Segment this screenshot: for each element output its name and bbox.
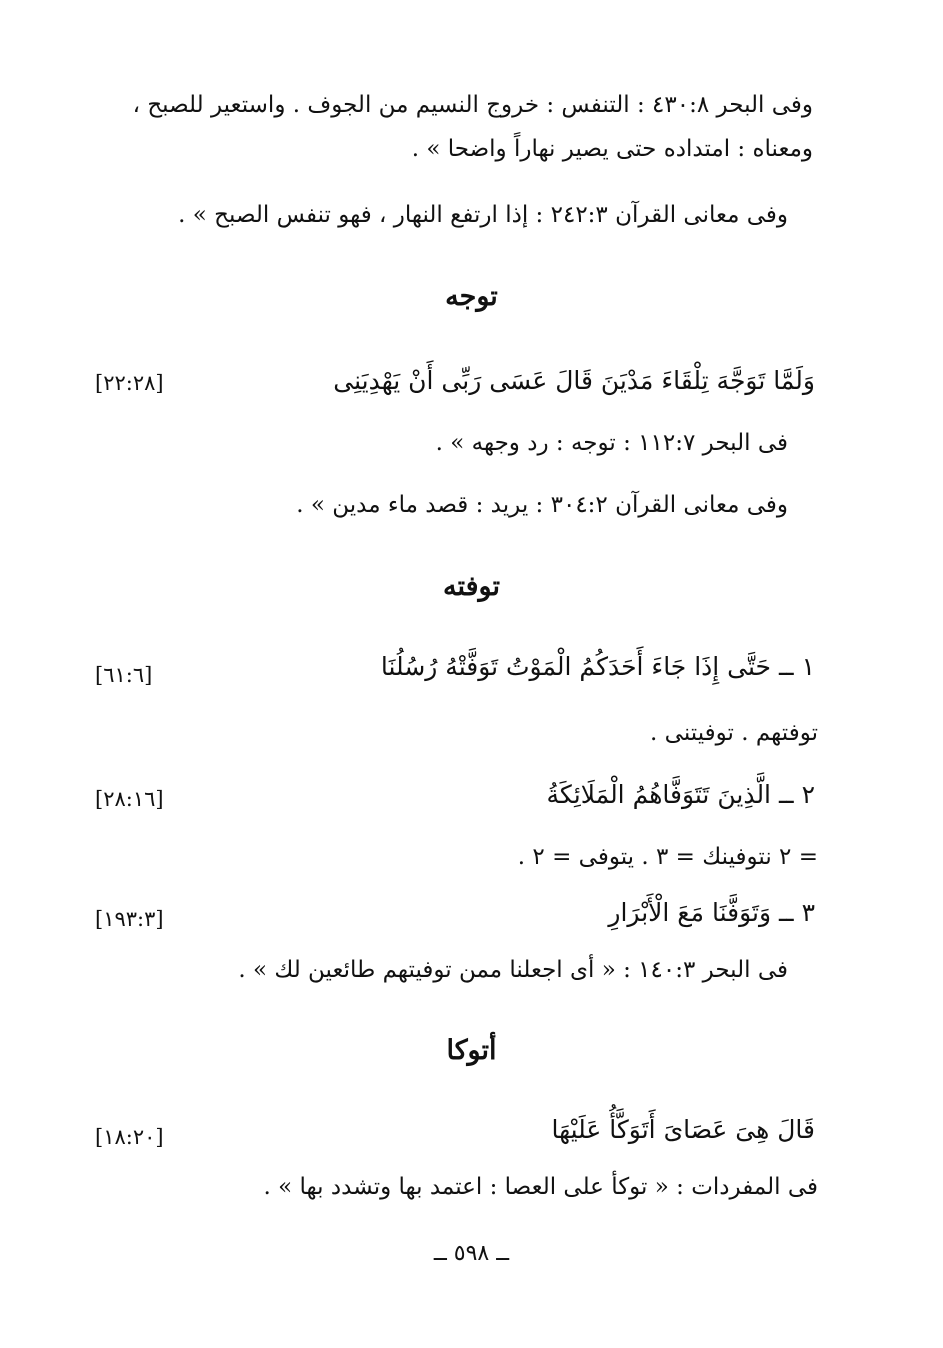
note-mufradat: فى المفردات : « توكأ على العصا : اعتمد بها وتشدد بها » .	[263, 1174, 818, 1200]
section-heading-atawakka: أتوكا	[446, 1035, 497, 1066]
intro-line-3: وفى معانى القرآن ٢٤٢:٣ : إذا ارتفع النهار ، فهو تنفس الصبح » .	[178, 202, 788, 228]
section-heading-tawaffathu: توفته	[443, 571, 500, 602]
verse-atawakka: قَالَ هِىَ عَصَاىَ أَتَوَكَّأُ عَلَيْهَا	[551, 1115, 815, 1144]
section-heading-tawajjah: توجه	[445, 281, 498, 312]
verse-reference: [٢٢:٢٨]	[95, 371, 164, 395]
verse-3: ٣ ــ وَتَوَفَّنَا مَعَ الْأَبْرَارِ	[608, 898, 815, 927]
note-bahr-tawaffa: فى البحر ١٤٠:٣ : « أى اجعلنا ممن توفيتهم طائعين لك » .	[238, 957, 788, 983]
verse-reference: [١٩٣:٣]	[95, 907, 164, 931]
note-bahr-tawajjah: فى البحر ١١٢:٧ : توجه : رد وجهه » .	[435, 430, 788, 456]
intro-line-2: ومعناه : امتداده حتى يصير نهاراً واضحا » .	[411, 136, 813, 162]
page-number: ــ ٥٩٨ ــ	[433, 1241, 510, 1266]
verse-2: ٢ ــ الَّذِينَ تَتَوَفَّاهُمُ الْمَلَائِكَةُ	[546, 780, 815, 809]
intro-line-1: وفى البحر ٤٣٠:٨ : التنفس : خروج النسيم من الجوف . واستعير للصبح ،	[132, 92, 813, 118]
note-maani-tawajjah: وفى معانى القرآن ٣٠٤:٢ : يريد : قصد ماء مدين » .	[296, 492, 788, 518]
note-counts: = ٢ نتوفينك = ٣ . يتوفى = ٢ .	[517, 844, 818, 870]
verse-1: ١ ــ حَتَّى إِذَا جَاءَ أَحَدَكُمُ الْمَوْتُ تَوَفَّتْهُ رُسُلُنَا	[380, 652, 815, 681]
verse-tawajjah: وَلَمَّا تَوَجَّهَ تِلْقَاءَ مَدْيَنَ قَالَ عَسَى رَبِّى أَنْ يَهْدِيَنِى	[333, 366, 815, 395]
verse-reference: [١٨:٢٠]	[95, 1125, 164, 1149]
note-related-forms: توفتهم . توفيتنى .	[650, 720, 818, 746]
verse-reference: [٦١:٦]	[95, 663, 153, 687]
verse-reference: [٢٨:١٦]	[95, 787, 164, 811]
